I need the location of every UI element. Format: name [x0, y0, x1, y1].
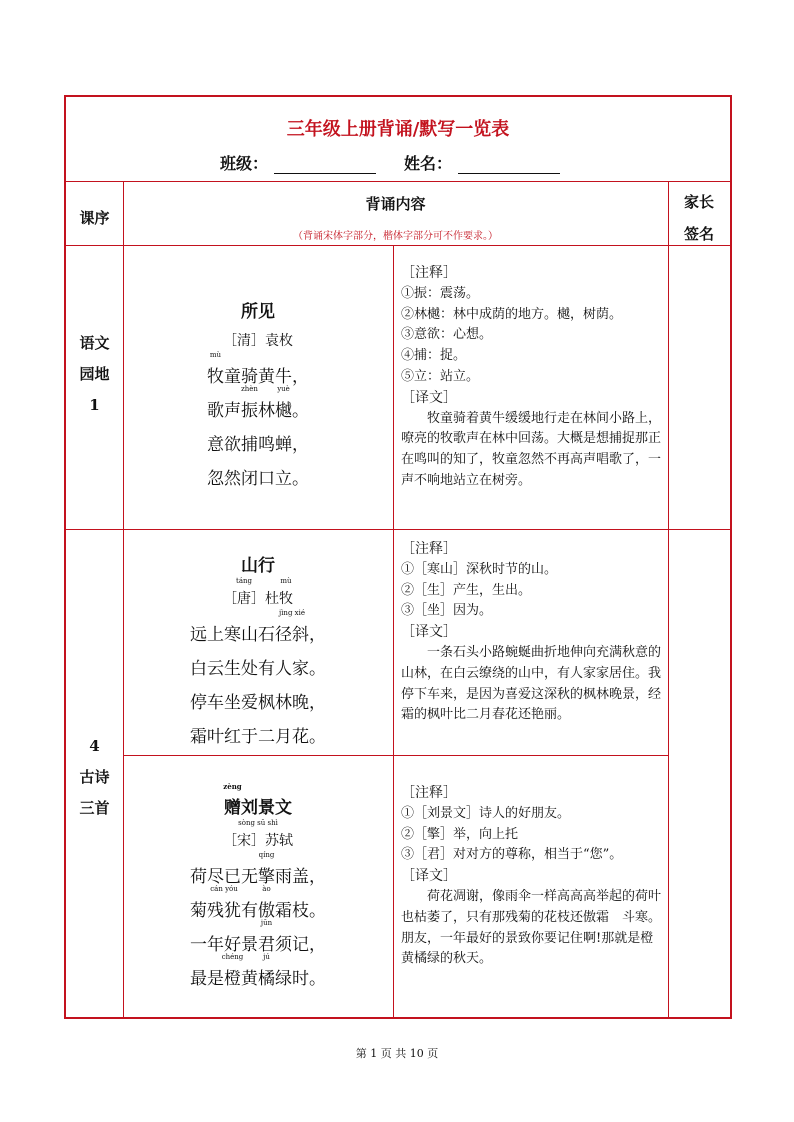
col-divider — [668, 181, 669, 1017]
class-blank[interactable] — [274, 157, 376, 174]
header-content-note: （背诵宋体字部分，楷体字部分可不作要求。） — [293, 231, 498, 242]
poem-line: 歌声振 zhèn 林樾 yuè 。 — [207, 385, 309, 421]
poem-shanxing — [123, 551, 393, 747]
poem-line: 荷尽已无擎 qíng 雨盖， — [190, 851, 326, 887]
notes-header: ［注释］ — [401, 785, 457, 801]
notes-header: ［注释］ — [401, 265, 457, 281]
poem-suojian — [123, 297, 393, 489]
class-name-line — [220, 151, 588, 174]
poem-author: ［清］袁枚 — [223, 333, 293, 349]
poem-line: 霜叶红于二月花。 — [190, 727, 326, 747]
note-item: ⑤立：站立。 — [401, 368, 480, 384]
poem-line: 最是橙 chéng 黄橘 jú 绿时。 — [190, 953, 326, 989]
translation-text: 牧童骑着黄牛缓缓地行走在林间小路上，嘹亮的牧歌声在林中回荡。大概是想捕捉那正在鸣叫的知了，牧童忽然不再高声唱歌了，一声不响地站立在树旁。 — [401, 410, 662, 488]
poem-line: 一年好景君 jūn 须记， — [190, 919, 326, 955]
poem-title: 山行 — [241, 556, 275, 576]
note-item: ②［擎］举，向上托 — [401, 826, 519, 842]
header-parent-2: 签名 — [683, 225, 714, 243]
lesson-cell-4: 4 古诗 三首 — [79, 737, 110, 817]
notes-zengliujingwen — [401, 783, 663, 970]
note-item: ④捕：捉。 — [401, 348, 467, 364]
translation-header: ［译文］ — [401, 389, 457, 406]
col-divider — [393, 245, 394, 1017]
note-item: ③意欲：心想。 — [401, 327, 493, 343]
name-blank[interactable] — [458, 157, 560, 174]
poem-line: 白云生处有人家。 — [190, 659, 326, 679]
poem-zengliujingwen — [123, 782, 393, 989]
note-item: ①［刘景文］诗人的好朋友。 — [401, 805, 571, 821]
notes-shanxing — [401, 539, 663, 726]
class-label: 班级： — [220, 154, 269, 173]
note-item: ③［坐］因为。 — [401, 603, 493, 619]
notes-suojian — [401, 263, 663, 492]
poem-line: 意欲捕鸣蝉， — [207, 435, 309, 455]
note-item: ①［寒山］深秋时节的山。 — [401, 561, 558, 577]
note-item: ③［君］对对方的尊称，相当于“您”。 — [401, 847, 623, 863]
poem-author: ［唐 táng ］杜牧 mù — [223, 577, 293, 607]
header-lesson: 课序 — [79, 209, 110, 227]
notes-header: ［注释］ — [401, 541, 457, 557]
note-item: ①振：震荡。 — [401, 285, 480, 301]
row-divider — [66, 181, 730, 182]
poem-line: 停车坐爱枫林晚， — [190, 693, 326, 713]
poem-author: ［宋］苏轼 sòng sū shì — [223, 819, 293, 849]
poem-line: 菊残犹 cán yóu 有傲 ào 霜枝。 — [190, 885, 326, 921]
note-item: ②林樾：林中成荫的地方。樾，树荫。 — [401, 306, 623, 322]
translation-text: 荷花凋谢，像雨伞一样高高高举起的荷叶也枯萎了，只有那残菊的花枝还傲霜 斗寒。朋友，一年最好的景致你要记住啊!那就是橙黄橘绿的秋天。 — [401, 888, 662, 967]
translation-text: 一条石头小路蜿蜒曲折地伸向充满秋意的山林，在白云缭绕的山中，有人家家居住。我停下车来，是因为喜爱这深秋的枫林晚景，经霜的枫叶比二月春花还艳丽。 — [401, 644, 662, 723]
poem-title: 所见 — [241, 302, 275, 322]
row-divider — [66, 245, 730, 246]
lesson-cell-1: 语文 园地 1 — [79, 334, 110, 414]
poem-title: 赠 zèng 刘景文 — [223, 782, 292, 818]
header-parent-1: 家长 — [683, 193, 714, 211]
note-item: ②［生］产生，生出。 — [401, 582, 532, 598]
poem-line: 忽然闭口立。 — [207, 469, 309, 489]
poem-line: 牧 mù 童骑黄牛， — [207, 351, 309, 387]
header-content: 背诵内容 — [365, 195, 426, 213]
recitation-table — [64, 95, 732, 1019]
row-divider — [123, 755, 668, 756]
translation-header: ［译文］ — [401, 868, 457, 885]
poem-line: 远上寒山石径斜 jìng xié ， — [190, 609, 326, 645]
page-footer: 第 1 页 共 10 页 — [355, 1047, 439, 1060]
name-label: 姓名： — [404, 154, 453, 173]
translation-header: ［译文］ — [401, 624, 457, 641]
page-title: 三年级上册背诵/默写一览表 — [286, 119, 510, 140]
row-divider — [66, 529, 730, 530]
